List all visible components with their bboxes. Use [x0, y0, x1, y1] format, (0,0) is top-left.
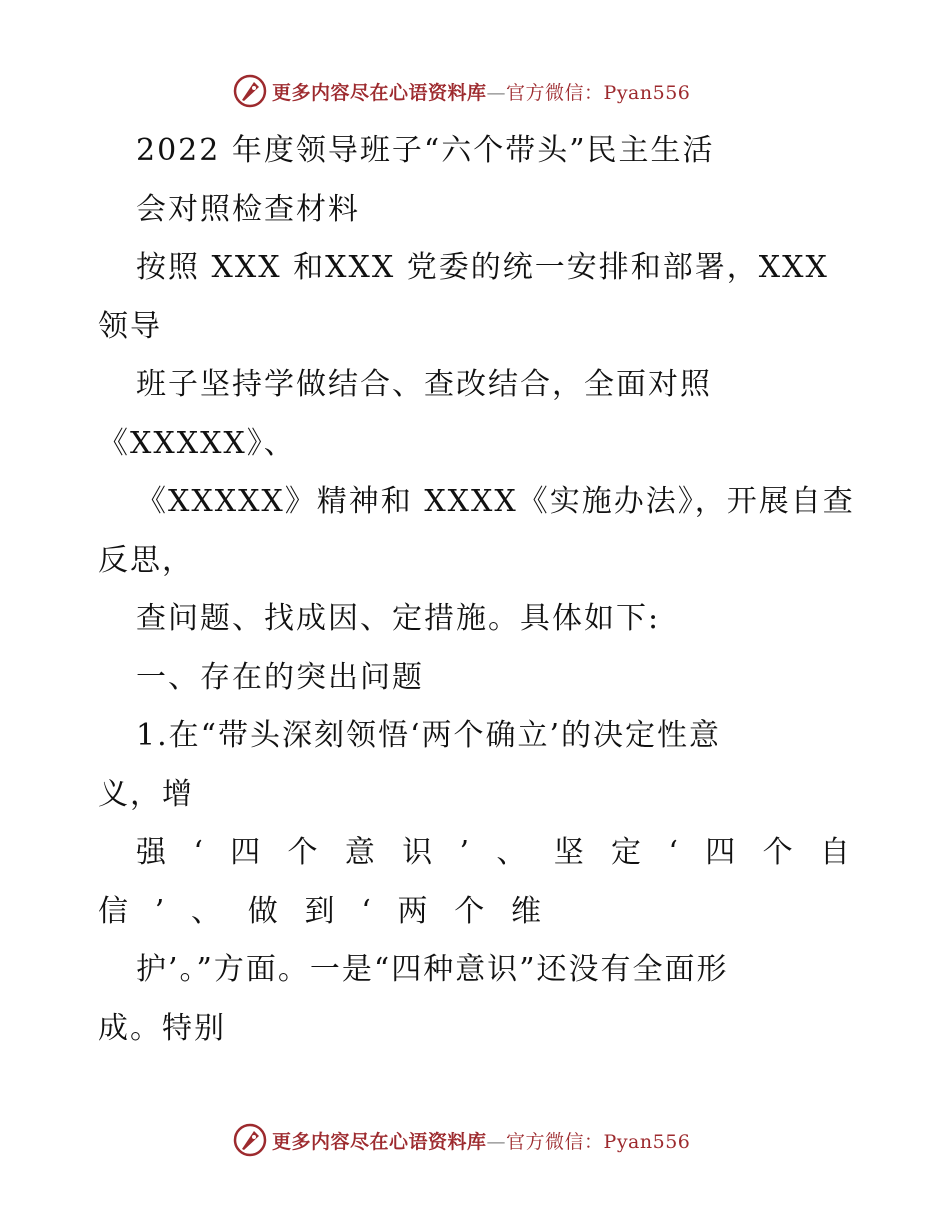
glyph: 定: [611, 835, 644, 870]
pen-nib-circle-icon: [232, 73, 268, 109]
glyph: ’: [459, 835, 472, 870]
banner-library-name: 更多内容尽在心语资料库: [272, 81, 487, 104]
banner-library-name: 更多内容尽在心语资料库: [272, 1130, 487, 1153]
glyph: 个: [287, 835, 320, 870]
paragraph-line: 领导: [98, 308, 162, 344]
glyph: 四: [705, 835, 738, 870]
glyph: 到: [304, 893, 337, 929]
glyph: ’: [154, 893, 167, 929]
banner-text: [272, 78, 690, 105]
pen-nib-circle-icon: [232, 1122, 268, 1158]
spread-line-1: [98, 824, 858, 883]
glyph: ‘: [668, 835, 680, 870]
banner-dash: —: [486, 1130, 507, 1153]
glyph: 四: [230, 835, 263, 870]
paragraph-line: 护’。”方面。一是“四种意识”还没有全面形: [136, 952, 729, 987]
glyph: 做: [247, 893, 280, 929]
glyph: ‘: [193, 835, 205, 870]
section-heading: 一、存在的突出问题: [136, 659, 424, 695]
document-body: [98, 122, 858, 1058]
paragraph-line: 《XXXXX》、: [98, 425, 296, 461]
glyph: 两: [397, 893, 430, 929]
banner-text: [272, 1127, 690, 1154]
paragraph-line: 查问题、找成因、定措施。具体如下:: [136, 601, 661, 636]
glyph: 识: [402, 835, 435, 870]
paragraph-line: 班子坚持学做结合、查改结合，全面对照: [136, 367, 712, 402]
glyph: ‘: [361, 893, 373, 929]
banner-wechat-account: Pyan556: [603, 1130, 691, 1153]
banner-dash: —: [486, 81, 507, 104]
glyph: 坚: [553, 835, 586, 870]
paragraph-line: 1.在“带头深刻领悟‘两个确立’的决定性意: [136, 718, 722, 753]
footer-banner: [232, 1120, 690, 1160]
spread-line-2: [98, 883, 549, 942]
banner-wechat-label: 官方微信：: [506, 1130, 604, 1153]
title-line-1: 2022 年度领导班子“六个带头”民主生活: [136, 133, 715, 168]
glyph: 个: [454, 893, 487, 929]
paragraph-line: 成。特别: [98, 1010, 226, 1046]
glyph: 自: [819, 835, 852, 870]
banner-wechat-label: 官方微信：: [506, 81, 604, 104]
paragraph-line: 义，增: [98, 776, 194, 812]
glyph: 维: [510, 893, 543, 929]
title-line-2: 会对照检查材料: [136, 191, 360, 227]
glyph: 个: [762, 835, 795, 870]
glyph: 意: [344, 835, 377, 870]
banner-wechat-account: Pyan556: [603, 81, 691, 104]
glyph: 强: [136, 835, 168, 870]
paragraph-line: 反思，: [98, 542, 194, 578]
glyph: 、: [191, 893, 224, 929]
paragraph-line: 按照 XXX 和XXX 党委的统一安排和部署，XXX: [136, 250, 829, 285]
glyph: 信: [98, 893, 130, 929]
header-banner: [232, 71, 690, 111]
paragraph-line: 《XXXXX》精神和 XXXX《实施办法》，开展自查: [136, 484, 855, 519]
glyph: 、: [496, 835, 529, 870]
